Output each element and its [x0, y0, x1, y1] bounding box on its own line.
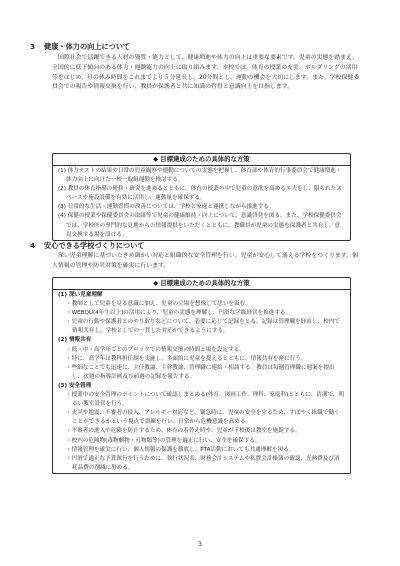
- bullet-item: ・授業中の安全管理のポイントについて確認しまとめる(体育、図画工作、理科、家庭科)とともに、清潔で、明るい教室設営を行う。: [66, 392, 345, 408]
- bullet-item: ・不審者の進入や危険を防止するため、体育の着替え時や、児童が下校後は教室を施錠する。: [66, 428, 301, 435]
- measures-box-2-header: [53, 278, 350, 290]
- section-3-paragraph: [52, 54, 362, 93]
- subsection-heading: (1) 深い児童理解: [58, 292, 103, 298]
- section-4-title: 安心できる学校づくりについて: [44, 241, 145, 250]
- section-4-number: 4: [30, 241, 36, 250]
- measures-box-2-body: [53, 290, 350, 473]
- bullet-item: ・WEBQU(4年生以上)の活用により、児童の実態を理解し、円滑な学級経営を推進する。: [66, 310, 292, 317]
- section-4-heading: [30, 241, 144, 251]
- section-3-number: 3: [30, 42, 36, 51]
- subsection-heading: (3) 安全管理: [58, 382, 92, 389]
- page-number: 3: [198, 541, 202, 548]
- measure-item: (2) 教員の体育指導の研修・研究を進めるとともに、体育の授業の中で児童の意欲を高めるエ夫をし、限られたスペースや施設設備を有効に活用し、運動量を確保する。: [58, 186, 342, 202]
- measures-box-2: [52, 277, 351, 474]
- bullet-item: ・円滑で適正な予算執行を行うために、執行状況表、財務会計システムや私費会計帳簿の確認、光熱費及び消耗品費の削減に努める。: [66, 455, 340, 471]
- bullet-item: ・校内の危険物(毒物劇物・刃物類等)の管理を適正に行い、安全を確保する。: [66, 437, 261, 444]
- subsection-heading: (2) 情報共有: [58, 337, 92, 344]
- bullet-item: ・些細なことでも迅速に、主任教諭、主幹教諭、管理職に連絡・相談する。教員は毎週管理職に週案を提出し、次週の指導計画及び前週の記録を報告する。: [66, 364, 335, 380]
- measures-box-1-title: 目標達成のための具体的な方策: [160, 155, 250, 163]
- section-4-paragraph: [52, 252, 362, 272]
- section-3-text: 国際社会で活躍できる人材の資質・能力として、健康増進や体力の向上は重要な要素です。児童の実態を踏まえ、全国的に低下傾向のある体力・運動能力の向上に取り組みます。本校では、体育の授業の充実、ボルダリングの活用等をはじめ、昼の休み時間をこれまでより５分延長し、20分間とし、運動の機会を大切にします。また、学校保健委員会での報告や情報交換を行い、教員が保護者と共に知識の習得と意識向上を目指します。: [52, 55, 360, 91]
- bullet-item: ・特に、高学年は教科担任制を実施し、多面的に児童を捉えるとともに、情報共有を密に行う。: [66, 355, 307, 362]
- measures-box-1: [52, 153, 351, 241]
- measure-item: (4) 保健の授業や保健委員会の取組等で児童の健康維持・向上について、意識啓発を図る。また、学校保健委員会では、学校医の専門的な見地からの情報提供をいただくとともに、教職員が児童の実態を保護者と共有し、意見交換する場を設ける。: [58, 213, 342, 238]
- measure-item: (3) 日常的な生活・運動習慣の改善については、学校と家庭と連携しながら推進する。: [58, 204, 275, 211]
- diamond-icon: ◆: [153, 155, 159, 163]
- measures-box-1-body: [53, 166, 350, 240]
- section-3-title: 健康・体力の向上について: [44, 42, 131, 51]
- bullet-item: ・児童の行動や保護者とのやり取りなどについて、必要に応じて記録をとる。記録は管理職を経由し、校内で情報共有し、学校としての一貫した対応ができるようにする。: [66, 319, 340, 335]
- section-3-heading: [30, 42, 130, 52]
- measures-box-1-header: [53, 154, 350, 166]
- bullet-item: ・火災や地震、不審者の侵入、アレルギー対応など、緊急時に、児童の安全を守るため、すばやく組織で動くことができるかという視点で訓練を行い、日常から危機意識を高める。: [66, 410, 340, 426]
- measures-box-2-title: 目標達成のための具体的な方策: [160, 279, 250, 287]
- section-4-text: 深い児童理解に基づいたきめ細かい対応と組織的な安全管理を行い、児童が安心して通える学校をつくります。個人情報の管理や防災対策を確実に行います。: [52, 253, 358, 269]
- diamond-icon: ◆: [153, 279, 159, 287]
- bullet-item: ・情報管理を確実に行い、個人情報の保護を徹底し、PTA活動においても共通理解を図る。: [66, 446, 295, 453]
- measure-item: (1) 体力テストの結果や日常の児童観察や運動についての実態を把握し、体育部や体育的行事委員会で健康増進・体力向上に向けた一校一取組運動を検討する。: [58, 168, 342, 184]
- bullet-item: ・低・中・高学年ごとのブロックでの情報交換の時間と場を設定する。: [66, 346, 245, 353]
- bullet-item: ・教師として児童を見る意識に加え、児童の立場を想像して思いを汲む。: [66, 301, 251, 308]
